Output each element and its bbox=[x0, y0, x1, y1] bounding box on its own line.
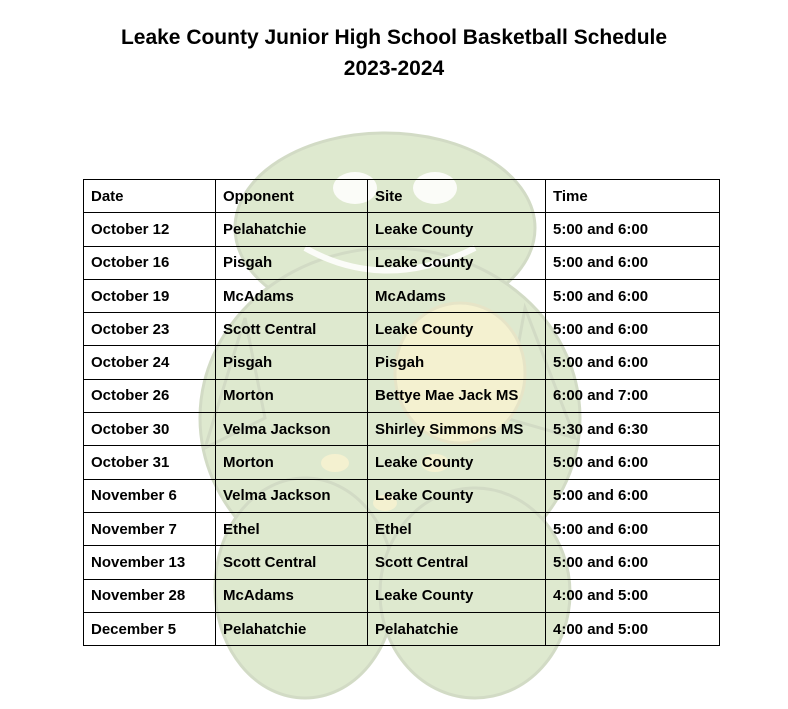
site-cell: Bettye Mae Jack MS bbox=[368, 379, 546, 412]
table-row bbox=[84, 213, 720, 246]
date-cell: October 16 bbox=[84, 246, 216, 279]
site-cell: Leake County bbox=[368, 213, 546, 246]
opponent-cell: Ethel bbox=[216, 512, 368, 545]
site-cell: Leake County bbox=[368, 313, 546, 346]
table-row bbox=[84, 279, 720, 312]
column-header-opponent: Opponent bbox=[216, 180, 368, 213]
season-subtitle: 2023-2024 bbox=[343, 57, 445, 80]
site-cell: Leake County bbox=[368, 246, 546, 279]
date-cell: October 23 bbox=[84, 313, 216, 346]
date-cell: November 28 bbox=[84, 579, 216, 612]
opponent-cell: Velma Jackson bbox=[216, 479, 368, 512]
date-cell: November 7 bbox=[84, 512, 216, 545]
time-cell: 5:00 and 6:00 bbox=[546, 346, 720, 379]
time-cell: 5:00 and 6:00 bbox=[546, 213, 720, 246]
column-header-site: Site bbox=[368, 180, 546, 213]
table-row bbox=[84, 512, 720, 545]
table-row bbox=[84, 579, 720, 612]
time-cell: 5:00 and 6:00 bbox=[546, 479, 720, 512]
time-cell: 5:00 and 6:00 bbox=[546, 279, 720, 312]
table-row bbox=[84, 413, 720, 446]
page-title: Leake County Junior High School Basketball Schedule bbox=[120, 26, 668, 49]
opponent-cell: McAdams bbox=[216, 579, 368, 612]
table-header-row bbox=[84, 180, 720, 213]
site-cell: McAdams bbox=[368, 279, 546, 312]
table-row bbox=[84, 346, 720, 379]
opponent-cell: Pelahatchie bbox=[216, 612, 368, 645]
date-cell: November 6 bbox=[84, 479, 216, 512]
title-block bbox=[0, 22, 788, 84]
date-cell: October 26 bbox=[84, 379, 216, 412]
opponent-cell: Morton bbox=[216, 446, 368, 479]
time-cell: 5:00 and 6:00 bbox=[546, 246, 720, 279]
time-cell: 4:00 and 5:00 bbox=[546, 612, 720, 645]
table-row bbox=[84, 612, 720, 645]
time-cell: 6:00 and 7:00 bbox=[546, 379, 720, 412]
schedule-body bbox=[84, 213, 720, 646]
date-cell: October 12 bbox=[84, 213, 216, 246]
opponent-cell: Velma Jackson bbox=[216, 413, 368, 446]
opponent-cell: Pelahatchie bbox=[216, 213, 368, 246]
table-row bbox=[84, 479, 720, 512]
site-cell: Ethel bbox=[368, 512, 546, 545]
opponent-cell: Scott Central bbox=[216, 313, 368, 346]
schedule-table bbox=[83, 179, 720, 646]
opponent-cell: Scott Central bbox=[216, 546, 368, 579]
column-header-time: Time bbox=[546, 180, 720, 213]
table-row bbox=[84, 446, 720, 479]
opponent-cell: Pisgah bbox=[216, 346, 368, 379]
time-cell: 5:00 and 6:00 bbox=[546, 512, 720, 545]
date-cell: November 13 bbox=[84, 546, 216, 579]
date-cell: October 30 bbox=[84, 413, 216, 446]
table-row bbox=[84, 546, 720, 579]
date-cell: October 19 bbox=[84, 279, 216, 312]
site-cell: Shirley Simmons MS bbox=[368, 413, 546, 446]
table-row bbox=[84, 246, 720, 279]
column-header-date: Date bbox=[84, 180, 216, 213]
time-cell: 5:30 and 6:30 bbox=[546, 413, 720, 446]
time-cell: 4:00 and 5:00 bbox=[546, 579, 720, 612]
opponent-cell: Pisgah bbox=[216, 246, 368, 279]
table-row bbox=[84, 379, 720, 412]
site-cell: Leake County bbox=[368, 446, 546, 479]
site-cell: Pisgah bbox=[368, 346, 546, 379]
date-cell: October 31 bbox=[84, 446, 216, 479]
site-cell: Leake County bbox=[368, 479, 546, 512]
opponent-cell: Morton bbox=[216, 379, 368, 412]
site-cell: Leake County bbox=[368, 579, 546, 612]
opponent-cell: McAdams bbox=[216, 279, 368, 312]
date-cell: December 5 bbox=[84, 612, 216, 645]
time-cell: 5:00 and 6:00 bbox=[546, 446, 720, 479]
time-cell: 5:00 and 6:00 bbox=[546, 546, 720, 579]
date-cell: October 24 bbox=[84, 346, 216, 379]
site-cell: Scott Central bbox=[368, 546, 546, 579]
site-cell: Pelahatchie bbox=[368, 612, 546, 645]
time-cell: 5:00 and 6:00 bbox=[546, 313, 720, 346]
table-row bbox=[84, 313, 720, 346]
